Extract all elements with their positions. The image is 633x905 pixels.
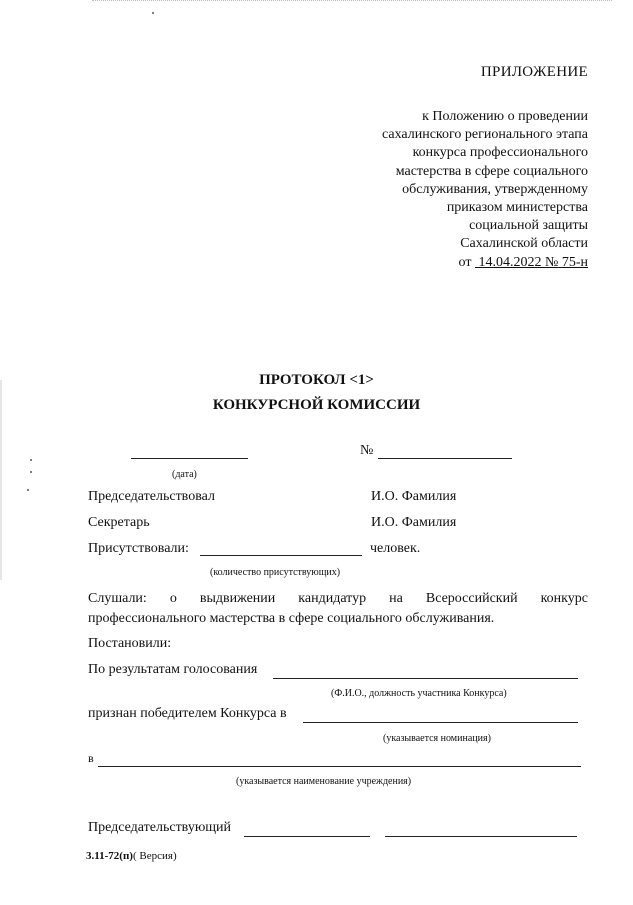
appendix-line: к Положению о проведении bbox=[422, 109, 588, 124]
heard-paragraph-line2: профессионального мастерства в сфере социального обслуживания. bbox=[88, 611, 495, 626]
present-count-blank-line bbox=[200, 555, 362, 556]
winner-blank-line bbox=[303, 722, 578, 723]
presiding-label: Председательствующий bbox=[88, 820, 232, 835]
heard-paragraph-line1: Слушали: о выдвижении кандидатур на Всероссийский конкурс bbox=[88, 591, 588, 606]
present-caption: (количество присутствующих) bbox=[210, 567, 341, 578]
appendix-line: обслуживания, утвержденному bbox=[402, 181, 588, 197]
order-reference bbox=[382, 254, 588, 272]
in-caption: (указывается наименование учреждения) bbox=[236, 776, 412, 787]
date-blank-line bbox=[131, 458, 248, 459]
scan-edge-line bbox=[92, 0, 612, 1]
protocol-subtitle: КОНКУРСНОЙ КОМИССИИ bbox=[212, 397, 421, 413]
appendix-line: сахалинского регионального этапа bbox=[382, 127, 588, 143]
protocol-number-blank-line bbox=[378, 458, 512, 459]
vote-caption: (Ф.И.О., должность участника Конкурса) bbox=[331, 688, 507, 699]
winner-caption: (указывается номинация) bbox=[383, 733, 491, 744]
vote-blank-line bbox=[273, 678, 578, 679]
protocol-title: ПРОТОКОЛ <1> bbox=[259, 372, 374, 388]
in-label: в bbox=[88, 751, 94, 765]
appendix-line: социальной защиты bbox=[469, 218, 588, 234]
secretary-label: Секретарь bbox=[88, 515, 150, 530]
date-caption: (дата) bbox=[172, 469, 197, 480]
order-date: 14.04.2022 bbox=[478, 254, 542, 270]
protocol-number-sign: № bbox=[360, 443, 374, 458]
present-label: Присутствовали: bbox=[88, 541, 189, 556]
scan-speck bbox=[152, 12, 154, 14]
secretary-name: И.О. Фамилия bbox=[371, 515, 457, 530]
scan-speck bbox=[30, 459, 32, 461]
scan-speck bbox=[27, 489, 29, 491]
chair-name: И.О. Фамилия bbox=[371, 489, 457, 504]
document-code: 3.11-72(п)( Версия) bbox=[86, 850, 177, 862]
vote-label: По результатам голосования bbox=[88, 662, 258, 677]
appendix-heading: ПРИЛОЖЕНИЕ bbox=[480, 64, 588, 80]
institution-blank-line bbox=[98, 766, 581, 767]
appendix-line: Сахалинской области bbox=[460, 236, 588, 252]
winner-label: признан победителем Конкурса в bbox=[88, 706, 287, 721]
order-from-prefix: от bbox=[458, 254, 472, 270]
present-unit: человек. bbox=[370, 541, 421, 556]
signature-blank-line bbox=[244, 836, 370, 837]
appendix-line: приказом министерства bbox=[446, 200, 588, 216]
appendix-line: мастерства в сфере социального bbox=[395, 163, 588, 179]
chair-label: Председательствовал bbox=[88, 489, 215, 504]
decided-label: Постановили: bbox=[88, 636, 172, 651]
name-blank-line bbox=[385, 836, 577, 837]
appendix-text bbox=[382, 108, 588, 272]
scan-speck bbox=[30, 471, 32, 473]
appendix-line: конкурса профессионального bbox=[412, 145, 588, 161]
order-number: № 75-н bbox=[544, 254, 588, 270]
